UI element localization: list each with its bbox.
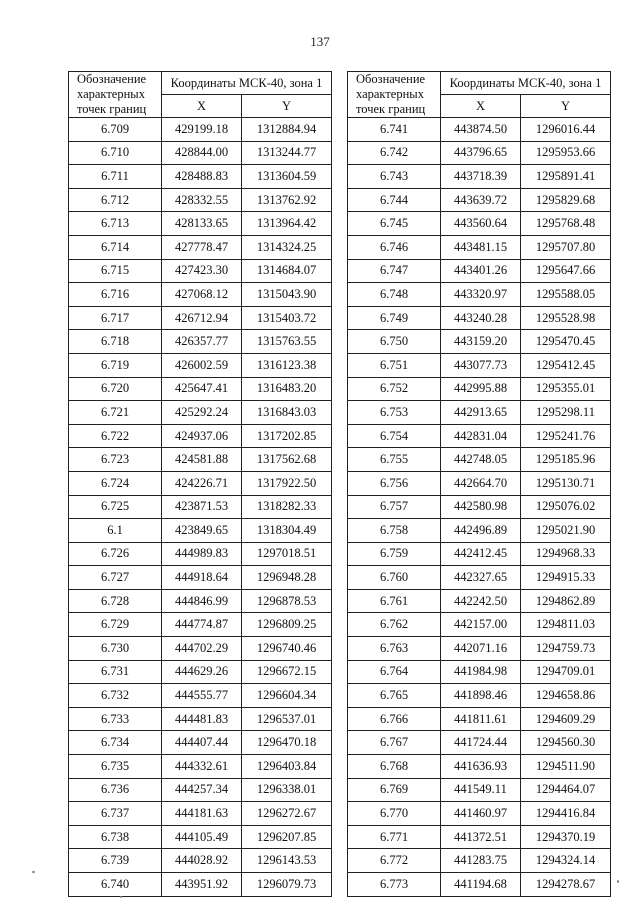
y-coordinate-cell: 1295298.11 (521, 401, 611, 425)
y-coordinate-cell: 1295470.45 (521, 330, 611, 354)
y-header: Y (242, 95, 332, 118)
y-coordinate-cell: 1317562.68 (242, 448, 332, 472)
table-row (69, 424, 332, 448)
y-coordinate-cell: 1296604.34 (242, 684, 332, 708)
y-coordinate-cell: 1294324.14 (521, 849, 611, 873)
table-row (69, 188, 332, 212)
point-id-cell: 6.768 (348, 755, 441, 779)
y-coordinate-cell: 1294658.86 (521, 684, 611, 708)
table-row (348, 873, 611, 897)
page-number: 137 (310, 34, 330, 49)
y-coordinate-cell: 1295768.48 (521, 212, 611, 236)
x-coordinate-cell: 441194.68 (441, 873, 521, 897)
x-coordinate-cell: 442580.98 (441, 495, 521, 519)
point-id-cell: 6.715 (69, 259, 162, 283)
x-coordinate-cell: 425292.24 (162, 401, 242, 425)
table-row (348, 188, 611, 212)
y-coordinate-cell: 1318282.33 (242, 495, 332, 519)
x-coordinate-cell: 442071.16 (441, 637, 521, 661)
y-coordinate-cell: 1296403.84 (242, 755, 332, 779)
y-coordinate-cell: 1314324.25 (242, 235, 332, 259)
point-id-cell: 6.722 (69, 424, 162, 448)
x-coordinate-cell: 444555.77 (162, 684, 242, 708)
point-id-cell: 6.757 (348, 495, 441, 519)
x-coordinate-cell: 441460.97 (441, 802, 521, 826)
point-id-cell: 6.729 (69, 613, 162, 637)
x-coordinate-cell: 428844.00 (162, 141, 242, 165)
table-row (69, 141, 332, 165)
table-row (69, 873, 332, 897)
point-id-cell: 6.740 (69, 873, 162, 897)
point-id-cell: 6.765 (348, 684, 441, 708)
point-id-cell: 6.755 (348, 448, 441, 472)
y-coordinate-cell: 1295241.76 (521, 424, 611, 448)
point-id-cell: 6.727 (69, 566, 162, 590)
x-coordinate-cell: 441724.44 (441, 731, 521, 755)
point-id-cell: 6.735 (69, 755, 162, 779)
x-coordinate-cell: 443481.15 (441, 235, 521, 259)
x-coordinate-cell: 441898.46 (441, 684, 521, 708)
table-row (348, 165, 611, 189)
x-coordinate-cell: 424226.71 (162, 471, 242, 495)
x-coordinate-cell: 443077.73 (441, 353, 521, 377)
point-id-cell: 6.724 (69, 471, 162, 495)
table-row (69, 637, 332, 661)
scan-speck (617, 880, 619, 883)
x-coordinate-cell: 444481.83 (162, 707, 242, 731)
point-id-cell: 6.761 (348, 589, 441, 613)
y-coordinate-cell: 1313244.77 (242, 141, 332, 165)
x-coordinate-cell: 423871.53 (162, 495, 242, 519)
x-coordinate-cell: 429199.18 (162, 118, 242, 142)
point-id-cell: 6.717 (69, 306, 162, 330)
point-id-cell: 6.771 (348, 825, 441, 849)
y-coordinate-cell: 1294416.84 (521, 802, 611, 826)
x-coordinate-cell: 444846.99 (162, 589, 242, 613)
table-row (69, 613, 332, 637)
point-id-cell: 6.756 (348, 471, 441, 495)
table-row (348, 235, 611, 259)
point-id-cell: 6.770 (348, 802, 441, 826)
table-row (348, 731, 611, 755)
table-row (348, 778, 611, 802)
scan-speck (32, 871, 35, 873)
table-row (348, 707, 611, 731)
x-coordinate-cell: 444407.44 (162, 731, 242, 755)
x-coordinate-cell: 441549.11 (441, 778, 521, 802)
x-coordinate-cell: 444702.29 (162, 637, 242, 661)
x-coordinate-cell: 427068.12 (162, 283, 242, 307)
point-id-cell: 6.712 (69, 188, 162, 212)
x-coordinate-cell: 444028.92 (162, 849, 242, 873)
x-coordinate-cell: 442327.65 (441, 566, 521, 590)
table-row (69, 212, 332, 236)
point-id-cell: 6.723 (69, 448, 162, 472)
x-coordinate-cell: 427778.47 (162, 235, 242, 259)
point-id-cell: 6.710 (69, 141, 162, 165)
table-row (69, 377, 332, 401)
coordinates-table-right (347, 71, 611, 897)
table-row (348, 825, 611, 849)
point-id-cell: 6.760 (348, 566, 441, 590)
point-id-cell: 6.764 (348, 660, 441, 684)
y-coordinate-cell: 1296338.01 (242, 778, 332, 802)
x-coordinate-cell: 428488.83 (162, 165, 242, 189)
table-row (348, 118, 611, 142)
y-coordinate-cell: 1314684.07 (242, 259, 332, 283)
x-coordinate-cell: 444105.49 (162, 825, 242, 849)
point-id-cell: 6.773 (348, 873, 441, 897)
coordinates-header: Координаты МСК-40, зона 1 (162, 72, 332, 95)
table-row (69, 660, 332, 684)
x-coordinate-cell: 442913.65 (441, 401, 521, 425)
x-header: X (162, 95, 242, 118)
table-row (348, 542, 611, 566)
x-coordinate-cell: 443401.26 (441, 259, 521, 283)
point-id-cell: 6.767 (348, 731, 441, 755)
x-coordinate-cell: 442412.45 (441, 542, 521, 566)
point-id-cell: 6.734 (69, 731, 162, 755)
x-coordinate-cell: 444181.63 (162, 802, 242, 826)
point-id-cell: 6.719 (69, 353, 162, 377)
x-coordinate-cell: 426357.77 (162, 330, 242, 354)
point-id-cell: 6.742 (348, 141, 441, 165)
point-id-cell: 6.728 (69, 589, 162, 613)
point-id-cell: 6.751 (348, 353, 441, 377)
x-coordinate-cell: 442157.00 (441, 613, 521, 637)
x-coordinate-cell: 426002.59 (162, 353, 242, 377)
y-coordinate-cell: 1294759.73 (521, 637, 611, 661)
x-coordinate-cell: 443240.28 (441, 306, 521, 330)
y-coordinate-cell: 1294968.33 (521, 542, 611, 566)
y-coordinate-cell: 1317202.85 (242, 424, 332, 448)
point-label-header: Обозначение характерных точек границ (348, 72, 441, 118)
x-coordinate-cell: 444918.64 (162, 566, 242, 590)
x-coordinate-cell: 442664.70 (441, 471, 521, 495)
table-row (69, 542, 332, 566)
y-coordinate-cell: 1295355.01 (521, 377, 611, 401)
y-coordinate-cell: 1295829.68 (521, 188, 611, 212)
y-coordinate-cell: 1296470.18 (242, 731, 332, 755)
table-row (348, 330, 611, 354)
point-id-cell: 6.716 (69, 283, 162, 307)
point-id-cell: 6.749 (348, 306, 441, 330)
point-id-cell: 6.733 (69, 707, 162, 731)
point-id-cell: 6.762 (348, 613, 441, 637)
y-coordinate-cell: 1317922.50 (242, 471, 332, 495)
table-row (348, 401, 611, 425)
x-coordinate-cell: 444629.26 (162, 660, 242, 684)
y-coordinate-cell: 1296878.53 (242, 589, 332, 613)
table-row (348, 849, 611, 873)
point-id-cell: 6.746 (348, 235, 441, 259)
point-id-cell: 6.766 (348, 707, 441, 731)
x-coordinate-cell: 443796.65 (441, 141, 521, 165)
x-coordinate-cell: 443874.50 (441, 118, 521, 142)
point-id-cell: 6.711 (69, 165, 162, 189)
point-id-cell: 6.739 (69, 849, 162, 873)
x-coordinate-cell: 444332.61 (162, 755, 242, 779)
table-row (69, 825, 332, 849)
x-coordinate-cell: 424581.88 (162, 448, 242, 472)
table-row (69, 330, 332, 354)
table-row (348, 212, 611, 236)
x-coordinate-cell: 441811.61 (441, 707, 521, 731)
table-row (348, 471, 611, 495)
table-row (69, 495, 332, 519)
y-coordinate-cell: 1296948.28 (242, 566, 332, 590)
scan-speck (120, 896, 122, 898)
x-coordinate-cell: 426712.94 (162, 306, 242, 330)
y-coordinate-cell: 1294709.01 (521, 660, 611, 684)
point-id-cell: 6.747 (348, 259, 441, 283)
point-id-cell: 6.744 (348, 188, 441, 212)
x-coordinate-cell: 425647.41 (162, 377, 242, 401)
point-id-cell: 6.758 (348, 519, 441, 543)
point-id-cell: 6.732 (69, 684, 162, 708)
table-row (348, 802, 611, 826)
y-coordinate-cell: 1296672.15 (242, 660, 332, 684)
point-id-cell: 6.741 (348, 118, 441, 142)
table-row (348, 613, 611, 637)
table-row (69, 589, 332, 613)
y-coordinate-cell: 1296079.73 (242, 873, 332, 897)
x-coordinate-cell: 444774.87 (162, 613, 242, 637)
table-row (348, 424, 611, 448)
point-id-cell: 6.1 (69, 519, 162, 543)
table-row (348, 495, 611, 519)
table-row (69, 118, 332, 142)
y-coordinate-cell: 1315763.55 (242, 330, 332, 354)
table-row (348, 283, 611, 307)
coordinates-header: Координаты МСК-40, зона 1 (441, 72, 611, 95)
point-id-cell: 6.731 (69, 660, 162, 684)
point-id-cell: 6.736 (69, 778, 162, 802)
table-row (69, 755, 332, 779)
y-coordinate-cell: 1296740.46 (242, 637, 332, 661)
table-row (348, 660, 611, 684)
y-coordinate-cell: 1315403.72 (242, 306, 332, 330)
point-id-cell: 6.737 (69, 802, 162, 826)
point-id-cell: 6.730 (69, 637, 162, 661)
point-id-cell: 6.759 (348, 542, 441, 566)
table-row (69, 235, 332, 259)
x-coordinate-cell: 443718.39 (441, 165, 521, 189)
y-coordinate-cell: 1295076.02 (521, 495, 611, 519)
x-coordinate-cell: 442748.05 (441, 448, 521, 472)
point-id-cell: 6.769 (348, 778, 441, 802)
table-row (69, 471, 332, 495)
x-coordinate-cell: 444989.83 (162, 542, 242, 566)
point-id-cell: 6.763 (348, 637, 441, 661)
x-coordinate-cell: 444257.34 (162, 778, 242, 802)
x-coordinate-cell: 423849.65 (162, 519, 242, 543)
y-coordinate-cell: 1316843.03 (242, 401, 332, 425)
table-row (348, 306, 611, 330)
table-row (348, 566, 611, 590)
y-coordinate-cell: 1318304.49 (242, 519, 332, 543)
point-id-cell: 6.718 (69, 330, 162, 354)
y-coordinate-cell: 1316123.38 (242, 353, 332, 377)
x-coordinate-cell: 442995.88 (441, 377, 521, 401)
x-coordinate-cell: 442831.04 (441, 424, 521, 448)
y-coordinate-cell: 1294609.29 (521, 707, 611, 731)
y-coordinate-cell: 1294370.19 (521, 825, 611, 849)
table-row (69, 519, 332, 543)
table-row (69, 707, 332, 731)
table-row (69, 566, 332, 590)
y-coordinate-cell: 1294862.89 (521, 589, 611, 613)
table-row (69, 731, 332, 755)
point-id-cell: 6.772 (348, 849, 441, 873)
point-label-header: Обозначение характерных точек границ (69, 72, 162, 118)
x-coordinate-cell: 441984.98 (441, 660, 521, 684)
y-coordinate-cell: 1295588.05 (521, 283, 611, 307)
point-id-cell: 6.720 (69, 377, 162, 401)
table-row (69, 778, 332, 802)
x-coordinate-cell: 441372.51 (441, 825, 521, 849)
point-id-cell: 6.754 (348, 424, 441, 448)
table-row (348, 259, 611, 283)
point-id-cell: 6.750 (348, 330, 441, 354)
coordinates-table-left (68, 71, 332, 897)
table-row (69, 448, 332, 472)
point-id-cell: 6.709 (69, 118, 162, 142)
x-header: X (441, 95, 521, 118)
point-id-cell: 6.725 (69, 495, 162, 519)
table-row (348, 755, 611, 779)
point-id-cell: 6.714 (69, 235, 162, 259)
table-row (69, 259, 332, 283)
y-coordinate-cell: 1296272.67 (242, 802, 332, 826)
y-coordinate-cell: 1295021.90 (521, 519, 611, 543)
x-coordinate-cell: 443639.72 (441, 188, 521, 212)
table-row (348, 448, 611, 472)
table-row (69, 802, 332, 826)
y-coordinate-cell: 1294511.90 (521, 755, 611, 779)
y-coordinate-cell: 1295412.45 (521, 353, 611, 377)
y-coordinate-cell: 1295707.80 (521, 235, 611, 259)
table-row (69, 401, 332, 425)
x-coordinate-cell: 428133.65 (162, 212, 242, 236)
point-id-cell: 6.738 (69, 825, 162, 849)
y-coordinate-cell: 1295528.98 (521, 306, 611, 330)
y-coordinate-cell: 1294278.67 (521, 873, 611, 897)
y-coordinate-cell: 1295953.66 (521, 141, 611, 165)
x-coordinate-cell: 443320.97 (441, 283, 521, 307)
table-row (69, 684, 332, 708)
x-coordinate-cell: 424937.06 (162, 424, 242, 448)
table-row (348, 141, 611, 165)
point-id-cell: 6.753 (348, 401, 441, 425)
y-coordinate-cell: 1296809.25 (242, 613, 332, 637)
y-coordinate-cell: 1315043.90 (242, 283, 332, 307)
y-coordinate-cell: 1297018.51 (242, 542, 332, 566)
table-row (69, 283, 332, 307)
x-coordinate-cell: 441283.75 (441, 849, 521, 873)
x-coordinate-cell: 441636.93 (441, 755, 521, 779)
x-coordinate-cell: 443560.64 (441, 212, 521, 236)
table-row (348, 519, 611, 543)
point-id-cell: 6.726 (69, 542, 162, 566)
table-row (348, 589, 611, 613)
table-row (348, 684, 611, 708)
y-coordinate-cell: 1296207.85 (242, 825, 332, 849)
table-row (69, 165, 332, 189)
y-coordinate-cell: 1294811.03 (521, 613, 611, 637)
table-row (69, 306, 332, 330)
y-coordinate-cell: 1313762.92 (242, 188, 332, 212)
table-row (69, 353, 332, 377)
y-coordinate-cell: 1294915.33 (521, 566, 611, 590)
point-id-cell: 6.745 (348, 212, 441, 236)
y-coordinate-cell: 1296143.53 (242, 849, 332, 873)
y-coordinate-cell: 1295891.41 (521, 165, 611, 189)
x-coordinate-cell: 427423.30 (162, 259, 242, 283)
y-coordinate-cell: 1294464.07 (521, 778, 611, 802)
y-coordinate-cell: 1294560.30 (521, 731, 611, 755)
x-coordinate-cell: 442496.89 (441, 519, 521, 543)
x-coordinate-cell: 443951.92 (162, 873, 242, 897)
y-coordinate-cell: 1295185.96 (521, 448, 611, 472)
y-header: Y (521, 95, 611, 118)
table-row (348, 637, 611, 661)
left-table-body (69, 118, 332, 897)
y-coordinate-cell: 1295647.66 (521, 259, 611, 283)
point-id-cell: 6.721 (69, 401, 162, 425)
y-coordinate-cell: 1296016.44 (521, 118, 611, 142)
point-id-cell: 6.748 (348, 283, 441, 307)
y-coordinate-cell: 1316483.20 (242, 377, 332, 401)
point-id-cell: 6.752 (348, 377, 441, 401)
point-id-cell: 6.743 (348, 165, 441, 189)
y-coordinate-cell: 1313604.59 (242, 165, 332, 189)
table-row (69, 849, 332, 873)
y-coordinate-cell: 1312884.94 (242, 118, 332, 142)
y-coordinate-cell: 1296537.01 (242, 707, 332, 731)
x-coordinate-cell: 443159.20 (441, 330, 521, 354)
right-table-body (348, 118, 611, 897)
table-row (348, 353, 611, 377)
y-coordinate-cell: 1313964.42 (242, 212, 332, 236)
table-row (348, 377, 611, 401)
x-coordinate-cell: 442242.50 (441, 589, 521, 613)
x-coordinate-cell: 428332.55 (162, 188, 242, 212)
y-coordinate-cell: 1295130.71 (521, 471, 611, 495)
point-id-cell: 6.713 (69, 212, 162, 236)
